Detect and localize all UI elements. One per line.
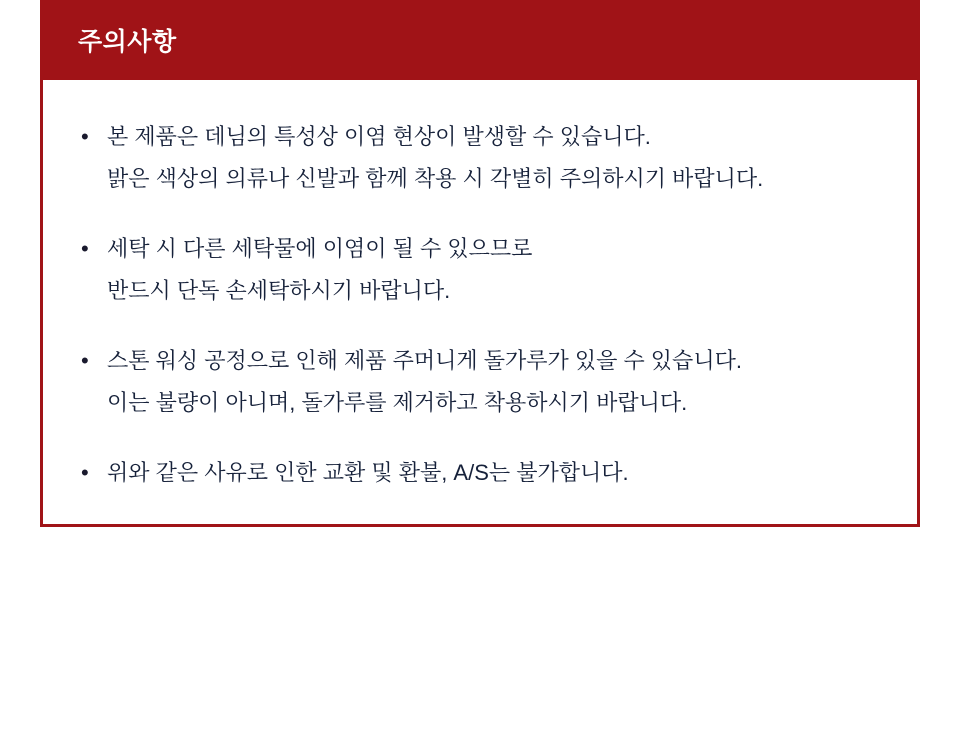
- list-item-line: 반드시 단독 손세탁하시기 바랍니다.: [107, 278, 451, 303]
- list-item: [81, 116, 887, 200]
- list-item-text: [107, 116, 887, 200]
- list-item-line: 이는 불량이 아니며, 돌가루를 제거하고 착용하시기 바랍니다.: [107, 390, 688, 415]
- bullet-icon: •: [81, 348, 89, 373]
- list-item-text: [107, 340, 887, 424]
- list-item-line: 본 제품은 데님의 특성상 이염 현상이 발생할 수 있습니다.: [107, 124, 651, 149]
- notice-header: [40, 0, 920, 80]
- list-item-text: [107, 228, 887, 312]
- bullet-icon: •: [81, 236, 89, 261]
- page-title: 주의사항: [78, 28, 177, 56]
- list-item-text: [107, 452, 887, 494]
- bullet-icon: •: [81, 460, 89, 485]
- list-item-line: 위와 같은 사유로 인한 교환 및 환불, A/S는 불가합니다.: [107, 460, 629, 485]
- list-item-line: 스톤 워싱 공정으로 인해 제품 주머니게 돌가루가 있을 수 있습니다.: [107, 348, 742, 373]
- notice-body: [40, 80, 920, 527]
- list-item: [81, 452, 887, 494]
- list-item-line: 세탁 시 다른 세탁물에 이염이 될 수 있으므로: [107, 236, 533, 261]
- notice-card: [40, 0, 920, 527]
- notice-list: [81, 116, 887, 494]
- bullet-icon: •: [81, 124, 89, 149]
- list-item: [81, 228, 887, 312]
- list-item-line: 밝은 색상의 의류나 신발과 함께 착용 시 각별히 주의하시기 바랍니다.: [107, 166, 764, 191]
- list-item: [81, 340, 887, 424]
